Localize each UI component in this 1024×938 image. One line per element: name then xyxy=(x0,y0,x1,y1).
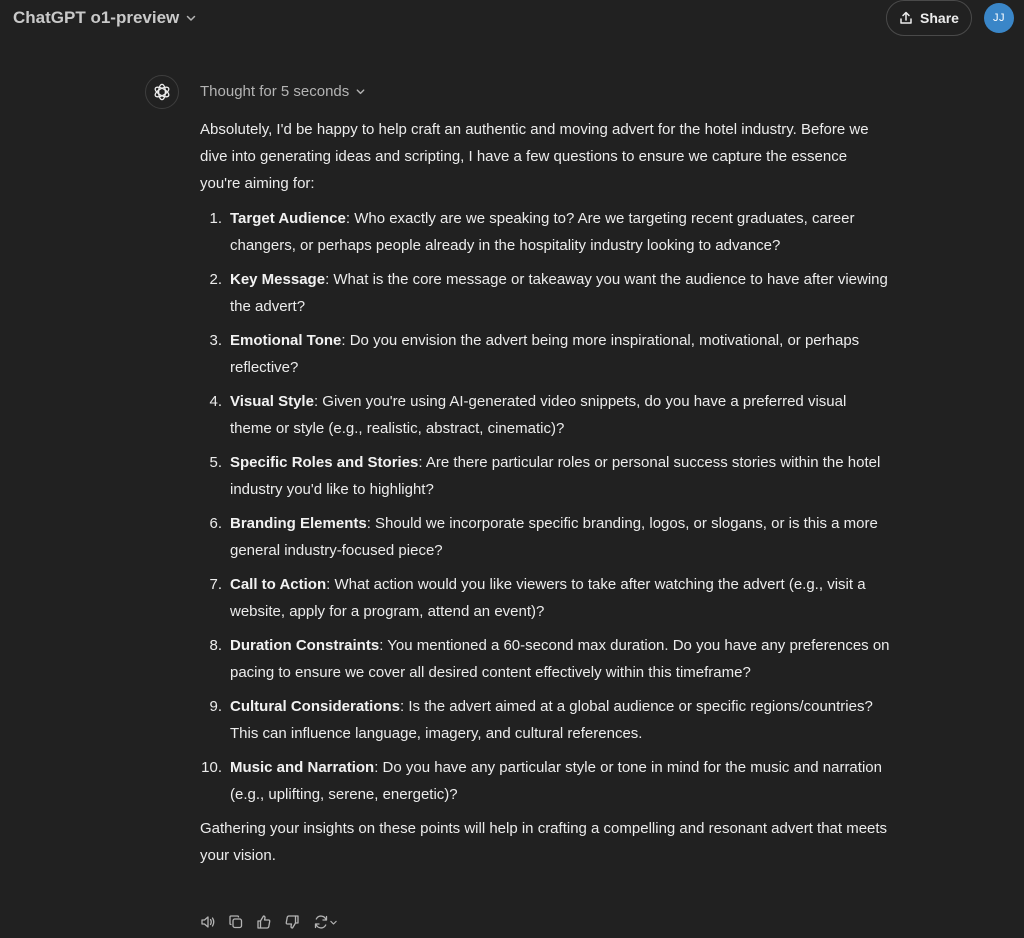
thumbs-up-icon xyxy=(256,914,272,930)
list-number: 2. xyxy=(209,271,222,288)
assistant-avatar xyxy=(145,75,179,109)
list-number: 7. xyxy=(209,576,222,593)
assistant-message xyxy=(200,116,890,869)
item-text: : What is the core message or takeaway you want the audience to have after viewing the advert? xyxy=(230,271,888,315)
thumbs-down-button[interactable] xyxy=(284,914,300,930)
list-item xyxy=(200,327,890,381)
item-text: : Do you envision the advert being more inspirational, motivational, or perhaps reflective? xyxy=(230,332,860,376)
message-intro: Absolutely, I'd be happy to help craft an authentic and moving advert for the hotel industry. Before we dive into generating ideas and scripting, I have a few questions to ensure we capture the essence you're aiming for: xyxy=(200,121,869,192)
thought-label: Thought for 5 seconds xyxy=(200,83,350,100)
item-title: Music and Narration xyxy=(230,759,375,776)
share-button[interactable] xyxy=(886,0,972,36)
item-title: Visual Style xyxy=(230,393,314,410)
list-item xyxy=(200,693,890,747)
list-item xyxy=(200,388,890,442)
list-body xyxy=(230,571,890,625)
message-closing: Gathering your insights on these points will help in crafting a compelling and resonant advert that meets your vision. xyxy=(200,820,888,864)
item-text: : Is the advert aimed at a global audience or specific regions/countries? This can influence language, imagery, and cultural references. xyxy=(230,698,873,742)
item-text: : Given you're using AI-generated video snippets, do you have a preferred visual theme or style (e.g., realistic, abstract, cinematic)? xyxy=(230,393,847,437)
list-number: 5. xyxy=(209,454,222,471)
share-label: Share xyxy=(920,10,959,26)
top-bar xyxy=(0,0,1024,37)
list-number: 9. xyxy=(209,698,222,715)
list-number: 8. xyxy=(209,637,222,654)
list-number: 3. xyxy=(209,332,222,349)
avatar-initials: JJ xyxy=(993,12,1005,24)
regenerate-button[interactable] xyxy=(312,914,338,930)
item-title: Duration Constraints xyxy=(230,637,380,654)
message-actions xyxy=(200,914,338,930)
read-aloud-icon xyxy=(200,914,216,930)
thumbs-down-icon xyxy=(284,914,300,930)
list-body xyxy=(230,754,890,808)
list-number: 1. xyxy=(209,210,222,227)
openai-logo-icon xyxy=(152,82,172,102)
copy-icon xyxy=(228,914,244,930)
item-title: Target Audience xyxy=(230,210,346,227)
item-text: : Should we incorporate specific branding, logos, or slogans, or is this a more general industry-focused piece? xyxy=(230,515,878,559)
question-list xyxy=(200,205,890,808)
list-body xyxy=(230,449,890,503)
list-body xyxy=(230,327,890,381)
list-body xyxy=(230,266,890,320)
item-title: Key Message xyxy=(230,271,326,288)
chevron-down-icon xyxy=(185,12,197,24)
item-text: : Do you have any particular style or tone in mind for the music and narration (e.g., uplifting, serene, energetic)? xyxy=(230,759,882,803)
list-body xyxy=(230,205,890,259)
item-text: : You mentioned a 60-second max duration. Do you have any preferences on pacing to ensure we cover all desired content effectively within this timeframe? xyxy=(230,637,890,681)
item-title: Emotional Tone xyxy=(230,332,342,349)
list-item xyxy=(200,571,890,625)
item-text: : Who exactly are we speaking to? Are we targeting recent graduates, career changers, or perhaps people already in the hospitality industry looking to advance? xyxy=(230,210,855,254)
list-number: 10. xyxy=(201,759,222,776)
chevron-down-icon xyxy=(355,86,366,97)
item-text: : What action would you like viewers to take after watching the advert (e.g., visit a website, apply for a program, attend an event)? xyxy=(230,576,866,620)
item-title: Branding Elements xyxy=(230,515,367,532)
model-switcher[interactable] xyxy=(13,8,197,28)
share-icon xyxy=(899,11,913,25)
copy-button[interactable] xyxy=(228,914,244,930)
list-number: 4. xyxy=(209,393,222,410)
list-item xyxy=(200,266,890,320)
list-item xyxy=(200,754,890,808)
regenerate-icon xyxy=(313,914,329,930)
thumbs-up-button[interactable] xyxy=(256,914,272,930)
list-body xyxy=(230,632,890,686)
list-number: 6. xyxy=(209,515,222,532)
model-label: ChatGPT o1-preview xyxy=(13,8,180,27)
list-body xyxy=(230,388,890,442)
thought-toggle[interactable] xyxy=(200,83,366,100)
item-title: Specific Roles and Stories xyxy=(230,454,419,471)
read-aloud-button[interactable] xyxy=(200,914,216,930)
list-body xyxy=(230,510,890,564)
item-title: Cultural Considerations xyxy=(230,698,401,715)
list-body xyxy=(230,693,890,747)
item-title: Call to Action xyxy=(230,576,327,593)
list-item xyxy=(200,510,890,564)
list-item xyxy=(200,205,890,259)
chevron-down-icon xyxy=(329,918,338,927)
list-item xyxy=(200,632,890,686)
user-avatar[interactable] xyxy=(984,3,1014,33)
item-text: : Are there particular roles or personal success stories within the hotel industry you'd like to highlight? xyxy=(230,454,881,498)
list-item xyxy=(200,449,890,503)
